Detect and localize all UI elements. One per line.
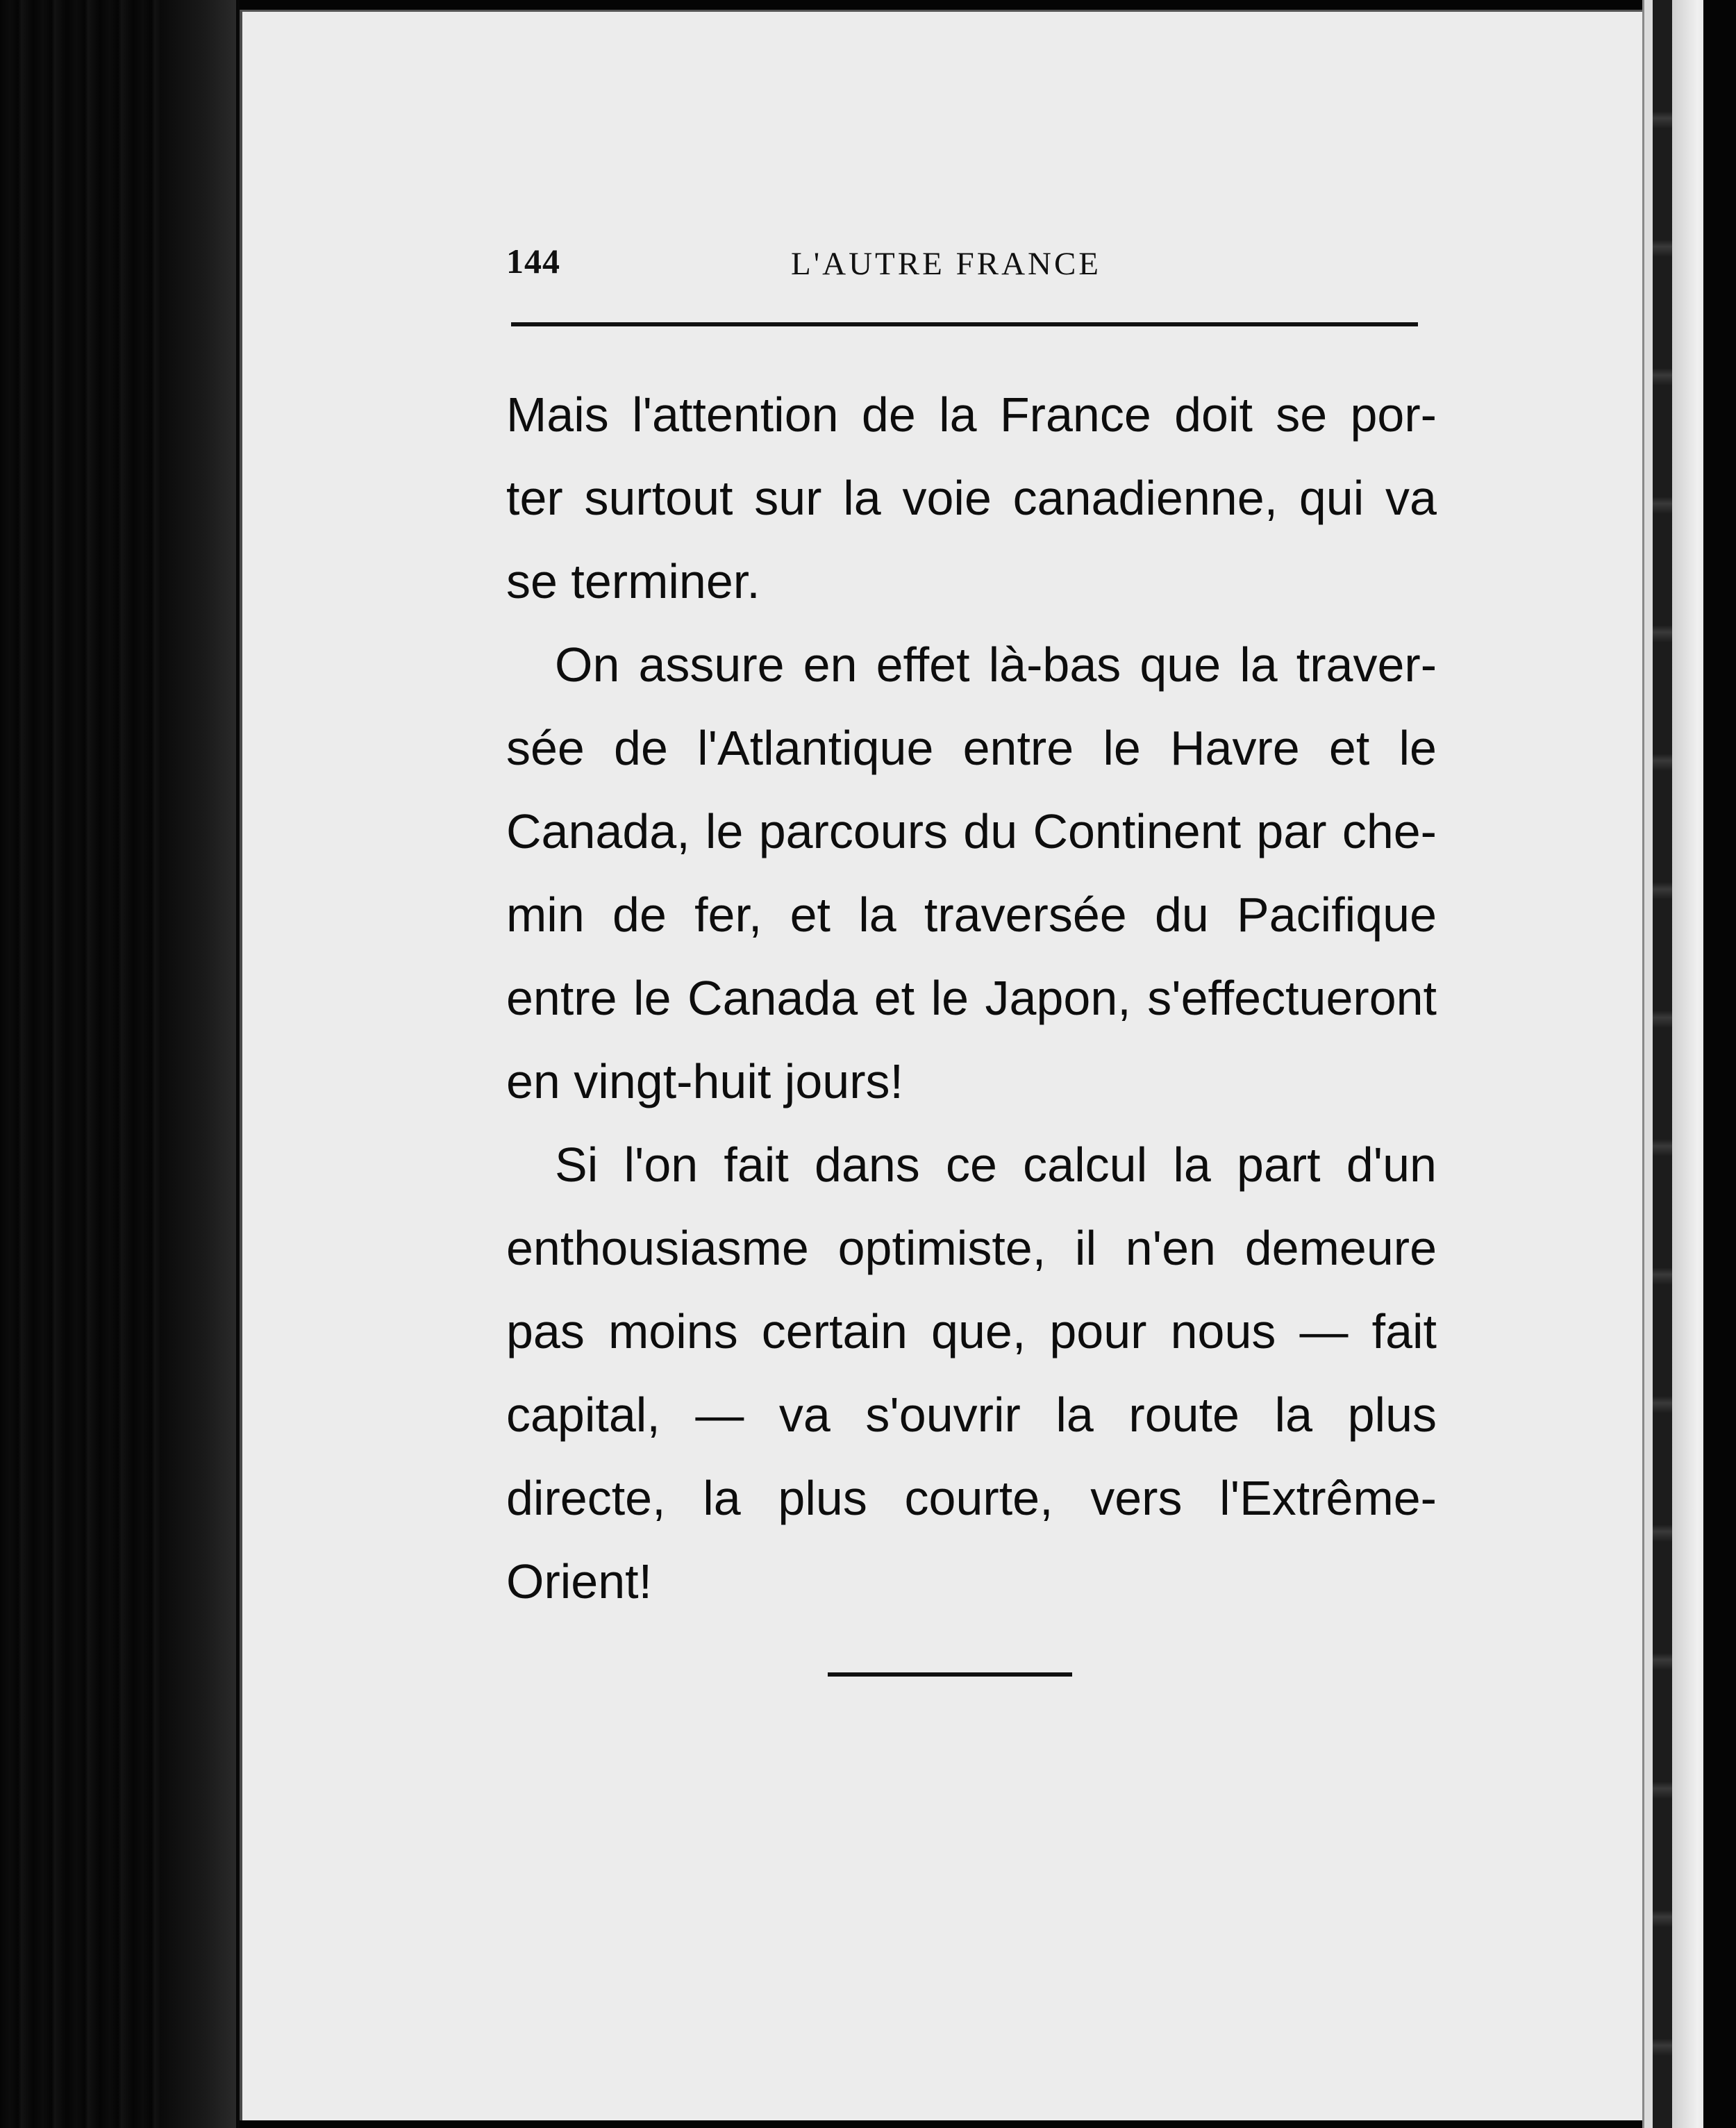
text-line: se terminer. — [506, 554, 760, 608]
text-line: pas moins certain que, pour nous — fait — [506, 1304, 1437, 1358]
text-line: en vingt-huit jours! — [506, 1054, 903, 1108]
text-line: capital, — va s'ouvrir la route la plus — [506, 1388, 1437, 1442]
page-number: 144 — [506, 242, 560, 281]
paragraph-3 — [506, 1123, 1437, 1623]
scanner-right-edge — [1672, 0, 1736, 2128]
end-rule — [828, 1672, 1072, 1677]
paragraph-1 — [506, 373, 1437, 623]
text-line: On assure en effet là-bas que la traver- — [555, 638, 1437, 692]
text-line: Si l'on fait dans ce calcul la part d'un — [555, 1138, 1437, 1192]
book-page — [240, 10, 1645, 2120]
body-text — [506, 373, 1437, 1623]
text-line: Orient! — [506, 1554, 653, 1609]
text-line: sée de l'Atlantique entre le Havre et le — [506, 721, 1437, 775]
text-line: directe, la plus courte, vers l'Extrême- — [506, 1471, 1437, 1525]
scanner-left-edge — [0, 0, 240, 2128]
header-rule — [511, 322, 1418, 326]
paragraph-2 — [506, 623, 1437, 1123]
text-line: enthousiasme optimiste, il n'en demeure — [506, 1221, 1437, 1275]
text-line: min de fer, et la traversée du Pacifique — [506, 888, 1437, 942]
running-title: L'AUTRE FRANCE — [791, 246, 1102, 282]
text-line: ter surtout sur la voie canadienne, qui va — [506, 471, 1437, 525]
text-line: Canada, le parcours du Continent par che- — [506, 804, 1437, 858]
adjacent-page-binding — [1653, 0, 1672, 2128]
text-line: Mais l'attention de la France doit se por- — [506, 388, 1437, 442]
text-line: entre le Canada et le Japon, s'effectueront — [506, 971, 1437, 1025]
